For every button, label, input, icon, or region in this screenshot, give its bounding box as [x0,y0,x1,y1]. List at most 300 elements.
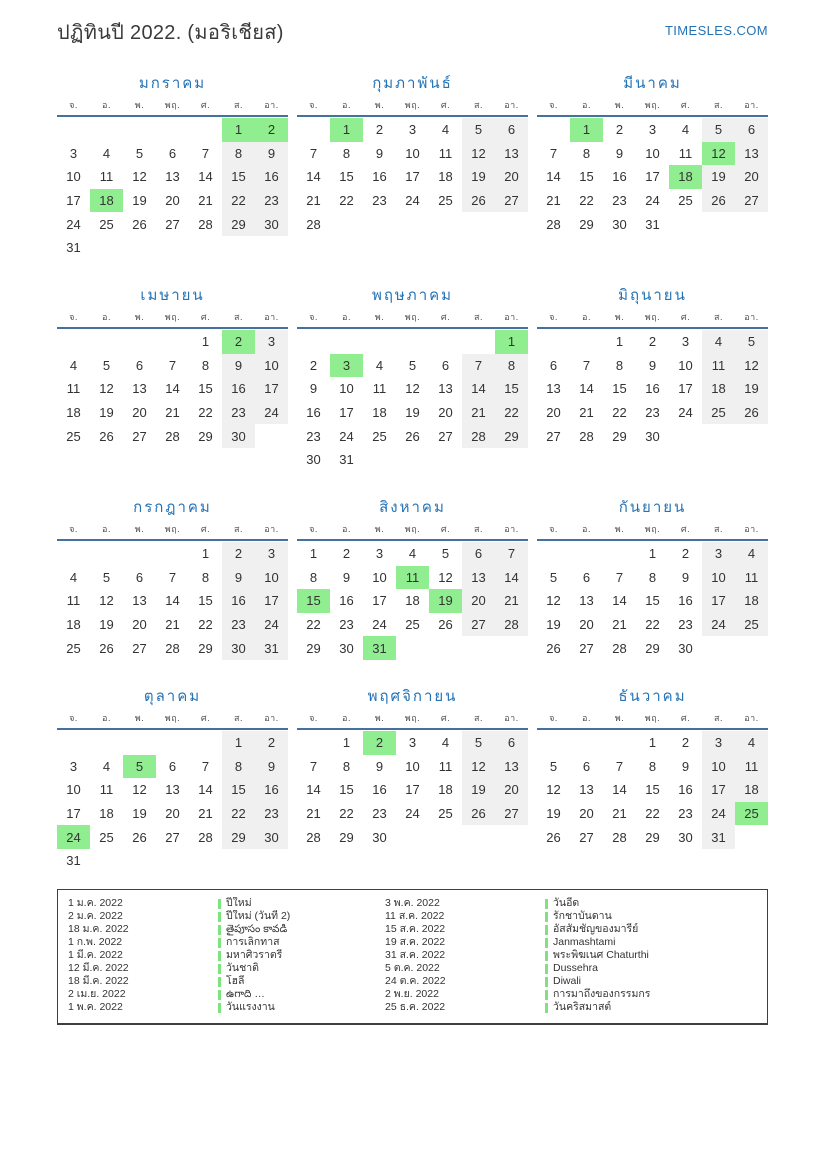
day-cell: 19 [735,377,768,401]
day-cell-empty [462,825,495,849]
weekday-label: อ. [102,713,111,723]
legend-holiday-label: ఉగాది … [226,988,265,1000]
legend-holiday-name [218,949,385,962]
day-cell-empty [156,731,189,755]
day-cell: 28 [612,829,627,845]
day-cell-empty [363,448,396,472]
holiday-marker-icon [218,925,221,935]
weekday-label: พฤ. [404,312,421,322]
weekday-header-row [297,310,528,329]
day-cell: 30 [678,829,693,845]
day-cell-empty [330,330,363,354]
day-cell-empty [57,542,90,566]
day-cell: 21 [546,193,561,209]
day-cell: 7 [168,357,177,373]
legend-holiday-name [545,910,761,923]
day-cell: 10 [66,169,81,185]
day-cell: 13 [579,593,594,609]
day-cell: 14 [546,169,561,185]
legend-date: 31 ส.ค. 2022 [385,949,446,961]
day-cell: 15 [612,381,627,397]
day-cell: 19 [546,617,561,633]
day-cell: 8 [201,569,210,585]
day-cell-empty [735,212,768,236]
day-cell: 9 [255,755,288,779]
legend-date: 25 ธ.ค. 2022 [385,1001,446,1013]
day-cell: 29 [579,216,594,232]
holiday-legend [57,889,768,1025]
weekday-label: อ. [582,312,591,322]
day-cell: 11 [396,566,429,590]
day-cell: 18 [735,589,768,613]
month-6 [537,283,768,495]
legend-date: 1 ม.ค. 2022 [68,897,123,909]
weekday-label: พ. [134,100,145,110]
day-cell: 13 [438,381,453,397]
month-title: พฤศจิกายน [367,688,458,705]
day-cell-empty [189,849,222,873]
day-cell-empty [90,849,123,873]
day-cell: 18 [669,165,702,189]
day-cell: 17 [66,193,81,209]
weekday-label: พฤ. [404,713,421,723]
day-cell: 26 [546,640,561,656]
day-cell-empty [189,118,222,142]
legend-holiday-name [545,962,761,975]
day-cell: 23 [255,802,288,826]
day-cell: 13 [132,381,147,397]
day-cell: 5 [549,569,558,585]
day-cell: 1 [615,334,624,350]
weekday-label: พฤ. [404,100,421,110]
weekday-label: พ. [134,312,145,322]
day-cell: 30 [645,428,660,444]
day-cell: 3 [375,546,384,562]
day-cell: 24 [405,193,420,209]
day-cell: 19 [405,405,420,421]
day-cell: 25 [372,428,387,444]
day-cell: 2 [342,546,351,562]
day-cell: 16 [372,782,387,798]
legend-holiday-name [218,988,385,1001]
weekday-label: พ. [614,524,625,534]
day-cell: 25 [735,613,768,637]
day-cell: 21 [306,806,321,822]
day-cell: 8 [309,569,318,585]
day-cell: 2 [255,731,288,755]
weekday-label: พ. [614,713,625,723]
day-cell: 3 [408,122,417,138]
day-cell: 23 [222,401,255,425]
day-cell: 7 [549,145,558,161]
weekday-label: ศ. [680,713,691,723]
day-cell: 1 [648,546,657,562]
day-cell: 26 [546,829,561,845]
day-cell: 26 [405,428,420,444]
day-cell: 28 [612,640,627,656]
weekday-label: พฤ. [644,524,661,534]
day-cell: 22 [645,806,660,822]
holiday-marker-icon [218,1003,221,1013]
day-cell: 2 [255,118,288,142]
day-cell: 15 [339,782,354,798]
weekday-label: พ. [614,312,625,322]
day-cell: 28 [165,428,180,444]
day-cell: 24 [66,216,81,232]
day-cell: 8 [342,758,351,774]
legend-date: 18 มี.ค. 2022 [68,975,129,987]
weekday-label: ส. [714,312,723,322]
weekday-label: อ. [102,312,111,322]
legend-holiday-label: తైపూసం కావడి [226,923,288,935]
day-cell: 15 [297,589,330,613]
weekday-label: อา. [504,713,519,723]
day-cell: 8 [582,145,591,161]
day-cell: 26 [702,189,735,213]
day-grid [297,118,528,236]
day-cell: 25 [405,617,420,633]
weekday-label: ส. [714,100,723,110]
day-cell: 22 [306,617,321,633]
legend-holiday-name [545,923,761,936]
day-cell: 27 [165,216,180,232]
weekday-label: พฤ. [164,713,181,723]
day-cell: 25 [99,216,114,232]
holiday-marker-icon [545,912,548,922]
weekday-label: ศ. [440,713,451,723]
day-cell: 20 [132,617,147,633]
day-cell: 21 [198,806,213,822]
day-cell: 29 [306,640,321,656]
site-link[interactable]: TIMESLES.COM [664,23,768,38]
day-cell: 21 [306,193,321,209]
weekday-label: จ. [549,713,558,723]
day-cell-empty [537,542,570,566]
day-cell: 12 [546,782,561,798]
legend-holiday-label: อัสสัมชัญของมารีย์ [553,923,639,935]
day-cell: 15 [645,782,660,798]
day-cell: 28 [546,216,561,232]
legend-holiday-name [218,923,385,936]
day-cell: 3 [408,735,417,751]
day-cell-empty [537,330,570,354]
day-cell: 19 [132,806,147,822]
day-cell: 20 [546,405,561,421]
day-cell: 8 [648,569,657,585]
weekday-label: พ. [134,524,145,534]
day-cell: 8 [201,357,210,373]
weekday-label: ส. [714,713,723,723]
day-cell: 17 [405,782,420,798]
day-cell: 14 [612,593,627,609]
weekday-label: อ. [342,524,351,534]
day-cell: 2 [615,122,624,138]
day-cell: 23 [612,193,627,209]
day-cell: 19 [132,193,147,209]
day-cell: 22 [645,617,660,633]
legend-date: 19 ส.ค. 2022 [385,936,446,948]
day-cell: 13 [132,593,147,609]
legend-holiday-label: Dussehra [553,962,598,974]
page-title: ปฏิทินปี 2022. (มอริเชียส) [57,22,284,44]
day-cell-empty [735,424,768,448]
legend-holiday-label: Diwali [553,975,582,987]
holiday-marker-icon [218,964,221,974]
day-cell: 5 [462,731,495,755]
day-cell: 11 [99,169,114,185]
day-cell: 16 [222,377,255,401]
day-cell: 27 [132,640,147,656]
day-cell: 8 [648,758,657,774]
day-cell: 27 [165,829,180,845]
day-cell-empty [669,424,702,448]
day-cell: 9 [342,569,351,585]
weekday-label: ศ. [200,312,211,322]
day-cell: 16 [645,381,660,397]
day-cell: 18 [66,405,81,421]
day-cell-empty [363,212,396,236]
weekday-label: พ. [374,524,385,534]
day-cell: 14 [495,566,528,590]
weekday-header-row [537,711,768,730]
legend-date: 1 มี.ค. 2022 [68,949,123,961]
day-cell: 5 [735,330,768,354]
day-cell: 1 [648,735,657,751]
day-cell: 28 [198,829,213,845]
month-1 [57,71,288,283]
day-cell: 24 [339,428,354,444]
day-cell: 25 [438,806,453,822]
weekday-label: จ. [69,100,78,110]
day-cell: 13 [495,142,528,166]
day-cell-empty [156,330,189,354]
holiday-marker-icon [545,899,548,909]
day-cell: 18 [438,782,453,798]
day-cell-empty [495,212,528,236]
legend-holiday-label: วันชาติ [226,962,259,974]
holiday-marker-icon [218,990,221,1000]
day-cell: 27 [132,428,147,444]
month-title: กุมภาพันธ์ [372,75,453,92]
day-cell-empty [189,731,222,755]
month-title: มีนาคม [623,75,682,92]
day-cell: 19 [429,589,462,613]
day-cell: 9 [255,142,288,166]
day-cell: 4 [69,357,78,373]
page-header [57,16,768,48]
legend-holiday-name [545,1001,761,1014]
day-cell-empty [702,424,735,448]
day-cell-empty [123,849,156,873]
legend-holiday-name [218,1001,385,1014]
day-cell: 16 [339,593,354,609]
day-cell: 30 [372,829,387,845]
weekday-label: จ. [69,524,78,534]
weekday-label: อา. [744,713,759,723]
legend-date: 1 ก.พ. 2022 [68,936,123,948]
day-cell: 28 [198,216,213,232]
day-cell: 4 [408,546,417,562]
day-cell-empty [123,236,156,260]
day-cell-empty [603,731,636,755]
day-grid [537,118,768,236]
legend-holiday-label: Janmashtami [553,936,616,948]
day-cell: 15 [222,778,255,802]
day-cell: 23 [255,189,288,213]
weekday-label: จ. [309,100,318,110]
day-cell: 3 [702,731,735,755]
day-cell: 12 [735,354,768,378]
day-cell: 14 [198,169,213,185]
day-cell-empty [396,330,429,354]
month-3 [537,71,768,283]
day-cell-empty [90,236,123,260]
day-cell: 5 [549,758,558,774]
day-cell: 5 [102,357,111,373]
day-grid [297,731,528,849]
day-cell: 10 [255,566,288,590]
day-cell: 11 [735,755,768,779]
day-cell: 4 [102,145,111,161]
day-cell: 28 [462,424,495,448]
day-cell-empty [123,542,156,566]
day-cell: 29 [198,428,213,444]
day-cell-empty [297,118,330,142]
day-cell: 29 [645,829,660,845]
day-cell-empty [330,212,363,236]
legend-holiday-name [545,988,761,1001]
day-cell: 26 [132,216,147,232]
weekday-label: ศ. [200,713,211,723]
day-cell: 28 [165,640,180,656]
day-grid [57,542,288,660]
day-cell: 15 [222,165,255,189]
day-cell: 9 [681,569,690,585]
weekday-label: พฤ. [644,100,661,110]
legend-holiday-label: ปีใหม่ [226,897,252,909]
legend-holiday-label: รักชาบันดาน [553,910,612,922]
day-cell-empty [255,424,288,448]
day-cell-empty [462,636,495,660]
day-cell: 13 [735,142,768,166]
day-cell: 23 [678,617,693,633]
day-cell: 6 [135,357,144,373]
day-cell-empty [537,731,570,755]
day-cell: 31 [339,452,354,468]
day-cell: 28 [579,428,594,444]
weekday-label: อา. [264,524,279,534]
weekday-label: ศ. [680,100,691,110]
weekday-label: ส. [474,312,483,322]
weekday-header-row [537,310,768,329]
day-cell: 4 [735,542,768,566]
day-cell: 7 [201,758,210,774]
day-cell: 14 [579,381,594,397]
day-cell: 18 [99,806,114,822]
legend-holiday-name [545,975,761,988]
day-cell: 6 [495,731,528,755]
day-cell-empty [222,236,255,260]
legend-holiday-label: โฮลี [226,975,245,987]
month-title: ตุลาคม [143,688,202,705]
weekday-label: อา. [744,312,759,322]
day-cell: 10 [372,569,387,585]
day-cell: 1 [309,546,318,562]
legend-date: 12 มี.ค. 2022 [68,962,129,974]
day-cell: 11 [66,593,81,609]
day-cell: 4 [375,357,384,373]
day-cell: 2 [648,334,657,350]
weekday-label: ส. [234,524,243,534]
day-cell: 3 [330,354,363,378]
day-cell: 4 [702,330,735,354]
day-cell: 2 [309,357,318,373]
day-cell: 7 [309,758,318,774]
legend-holiday-name [545,897,761,910]
month-12 [537,684,768,873]
day-cell: 18 [735,778,768,802]
day-cell: 15 [579,169,594,185]
day-cell: 25 [99,829,114,845]
weekday-label: อ. [582,713,591,723]
weekday-label: อ. [342,713,351,723]
day-cell: 24 [255,613,288,637]
legend-holiday-name [218,962,385,975]
day-cell: 26 [99,428,114,444]
day-cell-empty [462,330,495,354]
day-cell: 24 [255,401,288,425]
day-cell-empty [669,212,702,236]
day-cell: 18 [702,377,735,401]
day-cell: 19 [462,165,495,189]
day-cell: 24 [645,193,660,209]
day-cell-empty [735,825,768,849]
day-cell: 11 [678,145,693,161]
day-cell: 7 [168,569,177,585]
day-cell: 30 [222,636,255,660]
day-cell: 10 [702,755,735,779]
day-cell-empty [702,212,735,236]
day-cell: 4 [441,122,450,138]
day-cell: 13 [546,381,561,397]
day-cell: 21 [462,401,495,425]
month-8 [297,495,528,684]
holiday-marker-icon [545,977,548,987]
day-cell: 5 [441,546,450,562]
legend-holiday-label: วันคริสมาสต์ [553,1001,612,1013]
day-cell: 20 [579,617,594,633]
legend-holiday-label: วันอีด [553,897,580,909]
day-cell-empty [396,448,429,472]
day-cell: 30 [222,424,255,448]
day-cell: 20 [165,193,180,209]
day-cell: 1 [201,546,210,562]
day-cell: 16 [255,165,288,189]
day-cell: 4 [441,735,450,751]
day-cell: 1 [222,118,255,142]
day-cell: 11 [438,145,453,161]
month-title: สิงหาคม [379,499,446,516]
holiday-marker-icon [218,951,221,961]
day-cell: 22 [339,806,354,822]
day-cell: 19 [462,778,495,802]
day-cell: 14 [462,377,495,401]
day-cell: 27 [462,613,495,637]
day-cell: 22 [339,193,354,209]
day-cell: 11 [66,381,81,397]
legend-holiday-label: การเลิกทาส [226,936,280,948]
day-cell: 25 [702,401,735,425]
